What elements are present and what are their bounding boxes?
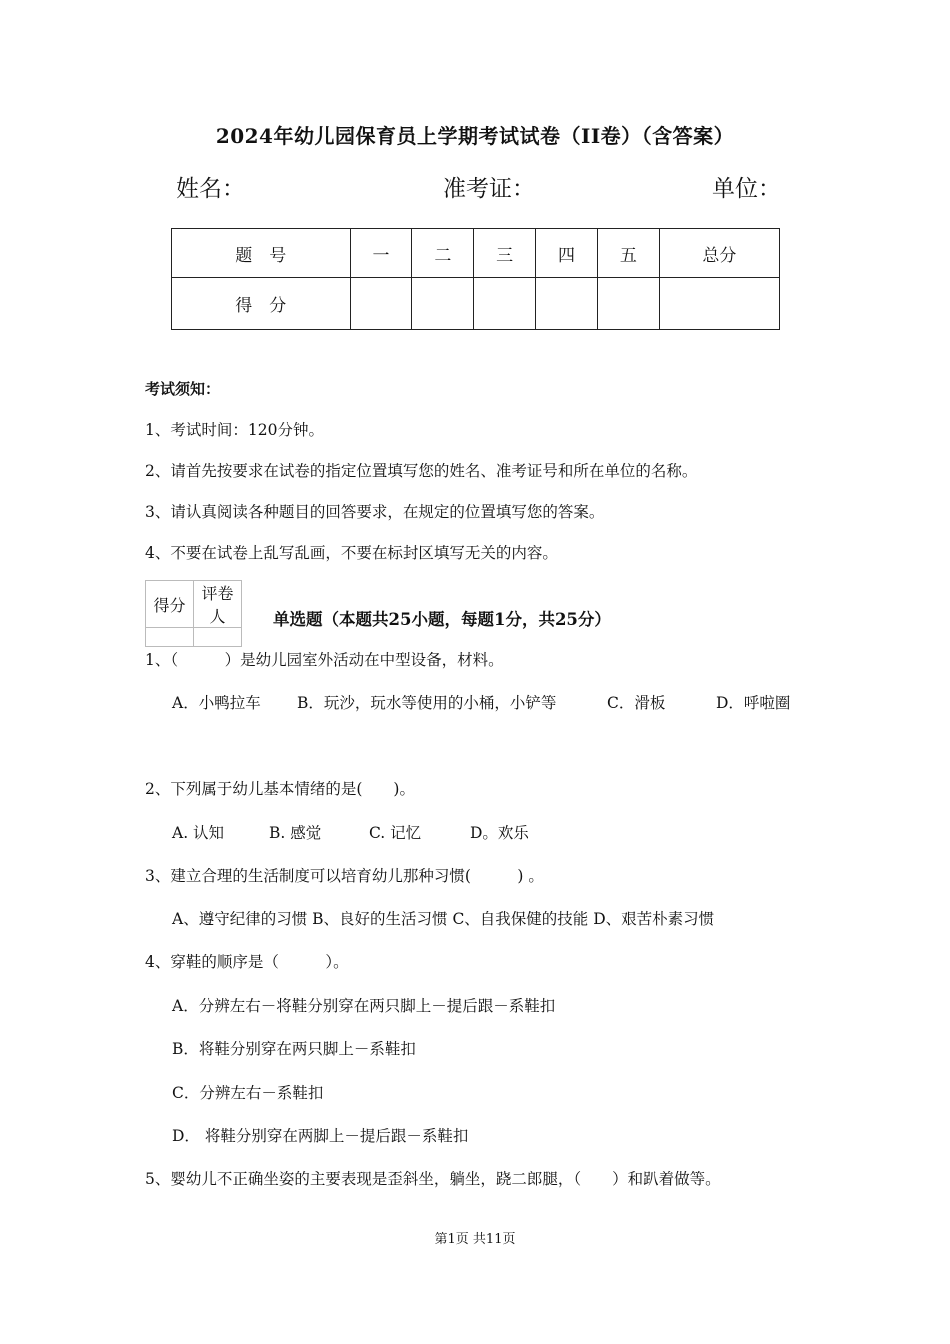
unit-field-label: 单位： [712,176,781,202]
score-header-cell: 三 [474,229,536,278]
question-stem: 2、下列属于幼儿基本情绪的是( )。 [145,780,415,798]
score-cell[interactable] [659,278,779,330]
question-option: A．分辨左右－将鞋分别穿在两只脚上－提后跟－系鞋扣 [172,997,556,1015]
score-header-cell: 五 [597,229,659,278]
question-stem: 5、婴幼儿不正确坐姿的主要表现是歪斜坐，躺坐，跷二郎腿，（ ）和趴着做等。 [145,1170,721,1188]
question-option: D．呼啦圈 [716,694,791,712]
score-header-cell: 总分 [659,229,779,278]
page-title: 2024年幼儿园保育员上学期考试试卷（II卷）（含答案） [215,124,735,148]
notice-item: 4、不要在试卷上乱写乱画，不要在标封区填写无关的内容。 [145,544,558,562]
score-header-cell: 二 [412,229,474,278]
question-option: A．小鸭拉车 [172,694,261,712]
question-option: C．分辨左右－系鞋扣 [172,1084,324,1102]
question-option: B. 感觉 [269,824,322,842]
score-row-label: 得 分 [172,278,351,330]
score-header-cell: 四 [536,229,598,278]
grader-box [145,580,242,647]
score-header-cell: 题 号 [172,229,351,278]
question-option: C. 记忆 [369,824,422,842]
grader-score-label: 得分 [146,581,194,628]
question-option: B．将鞋分别穿在两只脚上－系鞋扣 [172,1040,416,1058]
score-cell[interactable] [474,278,536,330]
question-stem: 3、建立合理的生活制度可以培育幼儿那种习惯( ) 。 [145,867,544,885]
question-option: A、遵守纪律的习惯 B、良好的生活习惯 C、自我保健的技能 D、艰苦朴素习惯 [172,910,715,928]
exam-id-field-label: 准考证： [443,176,535,202]
question-option: D． 将鞋分别穿在两脚上－提后跟－系鞋扣 [172,1127,469,1145]
question-option: A. 认知 [172,824,225,842]
notice-heading: 考试须知： [145,380,221,398]
question-option: B．玩沙，玩水等使用的小桶，小铲等 [297,694,557,712]
grader-score-cell[interactable] [146,628,194,647]
grader-name-label: 评卷人 [194,581,242,628]
score-cell[interactable] [536,278,598,330]
name-field-label: 姓名： [176,176,245,202]
section-title: 单选题（本题共25小题，每题1分，共25分） [273,610,611,629]
score-header-cell: 一 [350,229,412,278]
page-footer: 第1页 共11页 [434,1232,516,1247]
question-stem: 1、（ ）是幼儿园室外活动在中型设备，材料。 [145,651,504,669]
question-option: D。欢乐 [470,824,529,842]
question-option: C．滑板 [607,694,666,712]
score-cell[interactable] [350,278,412,330]
score-table [171,228,780,330]
notice-item: 3、请认真阅读各种题目的回答要求，在规定的位置填写您的答案。 [145,503,605,521]
score-table-score-row [172,278,780,330]
question-stem: 4、穿鞋的顺序是（ ）。 [145,953,349,971]
score-table-header-row [172,229,780,278]
notice-item: 1、考试时间：120分钟。 [145,421,324,439]
score-cell[interactable] [412,278,474,330]
notice-item: 2、请首先按要求在试卷的指定位置填写您的姓名、准考证号和所在单位的名称。 [145,462,698,480]
grader-name-cell[interactable] [194,628,242,647]
score-cell[interactable] [597,278,659,330]
